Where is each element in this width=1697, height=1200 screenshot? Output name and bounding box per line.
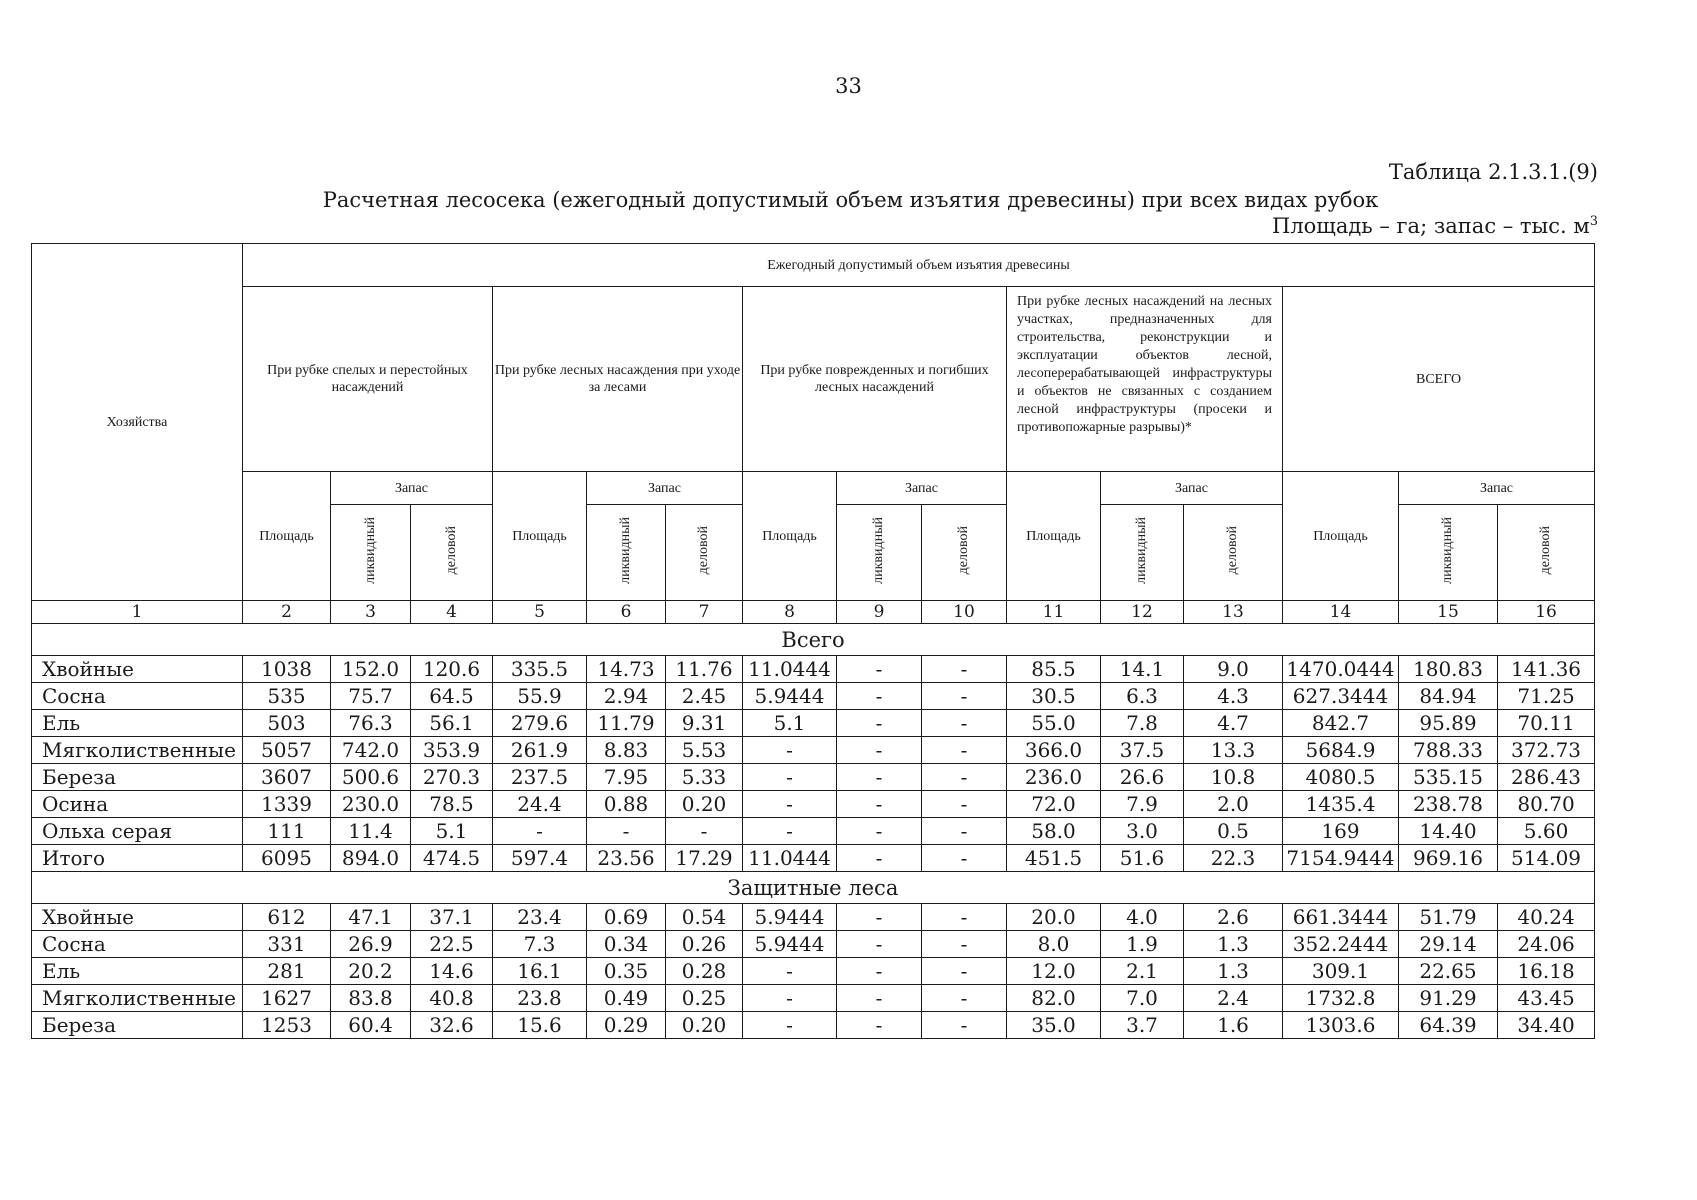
table-cell: 11.79 (587, 710, 666, 737)
row-label: Сосна (32, 683, 243, 710)
header-group-damaged: При рубке поврежденных и погибших лесных насаждений (743, 287, 1007, 472)
table-cell: 1.3 (1184, 958, 1283, 985)
header-business: деловой (1225, 526, 1240, 575)
table-cell: 894.0 (331, 845, 411, 872)
header-stock: Запас (587, 472, 743, 505)
table-cell: 0.28 (666, 958, 743, 985)
table-cell: 47.1 (331, 904, 411, 931)
table-cell: 55.9 (493, 683, 587, 710)
header-stock: Запас (1399, 472, 1595, 505)
table-cell: 17.29 (666, 845, 743, 872)
table-cell: 23.56 (587, 845, 666, 872)
header-liquid-cell (1101, 505, 1184, 601)
table-cell: 2.0 (1184, 791, 1283, 818)
table-cell: 788.33 (1399, 737, 1498, 764)
table-cell: 80.70 (1498, 791, 1595, 818)
table-cell: 2.1 (1101, 958, 1184, 985)
table-cell: 0.49 (587, 985, 666, 1012)
column-number: 7 (666, 601, 743, 624)
row-label: Береза (32, 1012, 243, 1039)
row-label: Ель (32, 958, 243, 985)
table-row (32, 818, 1595, 845)
row-label: Сосна (32, 931, 243, 958)
table-cell: 7154.9444 (1283, 845, 1399, 872)
table-cell: - (922, 931, 1007, 958)
table-cell: 5.53 (666, 737, 743, 764)
header-business-cell (1498, 505, 1595, 601)
column-number: 12 (1101, 601, 1184, 624)
table-row (32, 845, 1595, 872)
table-cell: 169 (1283, 818, 1399, 845)
header-group-mature: При рубке спелых и перестойных насаждений (243, 287, 493, 472)
table-cell: 4.0 (1101, 904, 1184, 931)
table-cell: 22.65 (1399, 958, 1498, 985)
table-cell: 11.0444 (743, 845, 837, 872)
table-cell: 70.11 (1498, 710, 1595, 737)
table-cell: - (922, 656, 1007, 683)
table-cell: 2.94 (587, 683, 666, 710)
header-business: деловой (443, 526, 459, 575)
table-cell: 6095 (243, 845, 331, 872)
table-cell: 11.0444 (743, 656, 837, 683)
table-cell: 230.0 (331, 791, 411, 818)
section-title: Всего (32, 624, 1595, 656)
table-cell: 451.5 (1007, 845, 1101, 872)
table-cell: - (493, 818, 587, 845)
table-cell: 14.40 (1399, 818, 1498, 845)
table-cell: 16.18 (1498, 958, 1595, 985)
table-cell: 353.9 (411, 737, 493, 764)
table-row (32, 710, 1595, 737)
header-business: деловой (696, 526, 711, 575)
table-cell: 1253 (243, 1012, 331, 1039)
table-row (32, 737, 1595, 764)
table-cell: 24.06 (1498, 931, 1595, 958)
table-cell: 75.7 (331, 683, 411, 710)
table-cell: 1339 (243, 791, 331, 818)
column-number: 4 (411, 601, 493, 624)
table-cell: - (743, 764, 837, 791)
table-cell: 0.34 (587, 931, 666, 958)
table-row (32, 985, 1595, 1012)
table-cell: - (837, 791, 922, 818)
header-liquid-cell (1399, 505, 1498, 601)
table-cell: 9.31 (666, 710, 743, 737)
table-cell: - (837, 904, 922, 931)
header-liquid-cell (331, 505, 411, 601)
table-cell: 20.0 (1007, 904, 1101, 931)
table-cell: 597.4 (493, 845, 587, 872)
table-cell: 0.20 (666, 1012, 743, 1039)
table-cell: 474.5 (411, 845, 493, 872)
table-cell: 7.9 (1101, 791, 1184, 818)
table-cell: 309.1 (1283, 958, 1399, 985)
table-cell: 0.5 (1184, 818, 1283, 845)
row-label: Хвойные (32, 656, 243, 683)
units-superscript: 3 (1589, 214, 1598, 229)
table-cell: 279.6 (493, 710, 587, 737)
table-cell: 2.4 (1184, 985, 1283, 1012)
row-label: Ольха серая (32, 818, 243, 845)
table-cell: 5.1 (743, 710, 837, 737)
table-cell: 8.0 (1007, 931, 1101, 958)
harvest-table (31, 243, 1595, 1039)
table-cell: 842.7 (1283, 710, 1399, 737)
row-label: Мягколиственные (32, 985, 243, 1012)
table-cell: 120.6 (411, 656, 493, 683)
column-number: 2 (243, 601, 331, 624)
table-cell: 71.25 (1498, 683, 1595, 710)
table-cell: 286.43 (1498, 764, 1595, 791)
table-cell: - (837, 764, 922, 791)
header-business: деловой (956, 526, 971, 575)
table-cell: 0.35 (587, 958, 666, 985)
table-cell: 76.3 (331, 710, 411, 737)
column-number: 9 (837, 601, 922, 624)
table-cell: - (743, 791, 837, 818)
header-business: деловой (1538, 526, 1554, 575)
table-cell: 236.0 (1007, 764, 1101, 791)
header-area: Площадь (243, 472, 331, 601)
table-row (32, 683, 1595, 710)
table-cell: 500.6 (331, 764, 411, 791)
table-cell: 1435.4 (1283, 791, 1399, 818)
table-cell: 335.5 (493, 656, 587, 683)
table-cell: 1.6 (1184, 1012, 1283, 1039)
table-cell: 661.3444 (1283, 904, 1399, 931)
table-cell: 366.0 (1007, 737, 1101, 764)
table-cell: 40.24 (1498, 904, 1595, 931)
table-cell: 1627 (243, 985, 331, 1012)
table-cell: 535 (243, 683, 331, 710)
table-cell: 64.39 (1399, 1012, 1498, 1039)
table-cell: - (837, 985, 922, 1012)
header-area: Площадь (743, 472, 837, 601)
header-liquid: ликвидный (871, 517, 886, 584)
table-cell: 13.3 (1184, 737, 1283, 764)
table-cell: 7.95 (587, 764, 666, 791)
header-liquid-cell (837, 505, 922, 601)
table-cell: 83.8 (331, 985, 411, 1012)
table-cell: 72.0 (1007, 791, 1101, 818)
table-cell: 627.3444 (1283, 683, 1399, 710)
table-cell: - (837, 683, 922, 710)
table-cell: 11.4 (331, 818, 411, 845)
table-number: Таблица 2.1.3.1.(9) (1388, 160, 1598, 184)
table-row (32, 791, 1595, 818)
table-cell: 1470.0444 (1283, 656, 1399, 683)
header-area: Площадь (493, 472, 587, 601)
table-cell: - (837, 656, 922, 683)
table-cell: - (837, 818, 922, 845)
header-liquid: ликвидный (1440, 517, 1455, 584)
table-cell: 3.0 (1101, 818, 1184, 845)
table-cell: 58.0 (1007, 818, 1101, 845)
table-cell: 82.0 (1007, 985, 1101, 1012)
column-number: 10 (922, 601, 1007, 624)
header-business-cell (1184, 505, 1283, 601)
table-cell: - (743, 737, 837, 764)
column-number: 1 (32, 601, 243, 624)
table-cell: 24.4 (493, 791, 587, 818)
table-cell: 22.5 (411, 931, 493, 958)
table-cell: 5.9444 (743, 931, 837, 958)
header-liquid: ликвидный (1134, 517, 1149, 584)
table-cell: 20.2 (331, 958, 411, 985)
table-cell: - (837, 931, 922, 958)
table-cell: 51.6 (1101, 845, 1184, 872)
table-cell: 7.8 (1101, 710, 1184, 737)
table-cell: 23.4 (493, 904, 587, 931)
table-cell: - (743, 958, 837, 985)
header-liquid: ликвидный (362, 517, 378, 584)
column-number: 14 (1283, 601, 1399, 624)
table-cell: 5684.9 (1283, 737, 1399, 764)
table-row (32, 904, 1595, 931)
table-row (32, 656, 1595, 683)
header-business-cell (922, 505, 1007, 601)
header-farms: Хозяйства (32, 244, 243, 601)
table-cell: 7.3 (493, 931, 587, 958)
header-area: Площадь (1007, 472, 1101, 601)
header-liquid: ликвидный (618, 517, 633, 584)
table-cell: 1303.6 (1283, 1012, 1399, 1039)
table-cell: 1038 (243, 656, 331, 683)
table-cell: 11.76 (666, 656, 743, 683)
table-cell: - (922, 845, 1007, 872)
table-cell: 969.16 (1399, 845, 1498, 872)
page-number: 33 (835, 74, 862, 98)
table-cell: - (922, 985, 1007, 1012)
table-cell: - (922, 958, 1007, 985)
table-cell: 0.25 (666, 985, 743, 1012)
header-area: Площадь (1283, 472, 1399, 601)
table-cell: 55.0 (1007, 710, 1101, 737)
table-cell: 152.0 (331, 656, 411, 683)
table-cell: 37.1 (411, 904, 493, 931)
table-cell: - (922, 791, 1007, 818)
table-cell: 281 (243, 958, 331, 985)
table-cell: 9.0 (1184, 656, 1283, 683)
table-cell: 85.5 (1007, 656, 1101, 683)
table-cell: 22.3 (1184, 845, 1283, 872)
table-cell: 56.1 (411, 710, 493, 737)
table-cell: - (922, 818, 1007, 845)
table-cell: 26.6 (1101, 764, 1184, 791)
table-cell: 238.78 (1399, 791, 1498, 818)
table-cell: - (837, 958, 922, 985)
table-cell: 5.60 (1498, 818, 1595, 845)
units-text: Площадь – га; запас – тыс. м (1272, 214, 1590, 238)
table-cell: 16.1 (493, 958, 587, 985)
table-cell: 43.45 (1498, 985, 1595, 1012)
table-cell: 6.3 (1101, 683, 1184, 710)
table-cell: - (922, 683, 1007, 710)
table-cell: 503 (243, 710, 331, 737)
table-cell: 78.5 (411, 791, 493, 818)
table-cell: 4.3 (1184, 683, 1283, 710)
table-cell: 1.9 (1101, 931, 1184, 958)
table-cell: 0.29 (587, 1012, 666, 1039)
table-row (32, 764, 1595, 791)
table-cell: - (922, 764, 1007, 791)
table-cell: 0.20 (666, 791, 743, 818)
table-cell: 270.3 (411, 764, 493, 791)
column-number: 16 (1498, 601, 1595, 624)
column-number: 15 (1399, 601, 1498, 624)
column-number: 13 (1184, 601, 1283, 624)
table-cell: 10.8 (1184, 764, 1283, 791)
table-cell: 95.89 (1399, 710, 1498, 737)
table-cell: 23.8 (493, 985, 587, 1012)
table-cell: - (922, 1012, 1007, 1039)
table-cell: 5.33 (666, 764, 743, 791)
table-cell: 30.5 (1007, 683, 1101, 710)
table-cell: - (922, 904, 1007, 931)
table-cell: 4080.5 (1283, 764, 1399, 791)
table-cell: 180.83 (1399, 656, 1498, 683)
table-cell: 15.6 (493, 1012, 587, 1039)
table-cell: 2.45 (666, 683, 743, 710)
row-label: Береза (32, 764, 243, 791)
table-cell: 4.7 (1184, 710, 1283, 737)
table-cell: 5.1 (411, 818, 493, 845)
header-annual: Ежегодный допустимый объем изъятия древесины (243, 244, 1595, 287)
table-cell: 5057 (243, 737, 331, 764)
table-cell: 331 (243, 931, 331, 958)
table-cell: 261.9 (493, 737, 587, 764)
table-cell: 0.26 (666, 931, 743, 958)
table-cell: 37.5 (1101, 737, 1184, 764)
table-cell: 0.88 (587, 791, 666, 818)
table-cell: 742.0 (331, 737, 411, 764)
column-number: 8 (743, 601, 837, 624)
header-stock: Запас (331, 472, 493, 505)
table-cell: 64.5 (411, 683, 493, 710)
table-cell: - (837, 845, 922, 872)
units-note (1272, 214, 1598, 238)
table-cell: - (743, 985, 837, 1012)
table-cell: - (743, 818, 837, 845)
row-label: Осина (32, 791, 243, 818)
table-cell: 3607 (243, 764, 331, 791)
table-cell: 0.54 (666, 904, 743, 931)
table-title: Расчетная лесосека (ежегодный допустимый объем изъятия древесины) при всех видах рубок (322, 188, 1379, 212)
table-cell: 1.3 (1184, 931, 1283, 958)
table-cell: 352.2444 (1283, 931, 1399, 958)
table-cell: 29.14 (1399, 931, 1498, 958)
table-cell: - (922, 737, 1007, 764)
table-cell: - (837, 710, 922, 737)
table-cell: 34.40 (1498, 1012, 1595, 1039)
column-number: 6 (587, 601, 666, 624)
table-cell: - (837, 737, 922, 764)
table-cell: 26.9 (331, 931, 411, 958)
table-cell: - (837, 1012, 922, 1039)
table-cell: 1732.8 (1283, 985, 1399, 1012)
header-group-care: При рубке лесных насаждения при уходе за лесами (493, 287, 743, 472)
table-cell: - (666, 818, 743, 845)
table-cell: 514.09 (1498, 845, 1595, 872)
table-row (32, 931, 1595, 958)
header-liquid-cell (587, 505, 666, 601)
table-cell: 612 (243, 904, 331, 931)
table-cell: 32.6 (411, 1012, 493, 1039)
table-cell: 84.94 (1399, 683, 1498, 710)
header-group-infrastructure: При рубке лесных насаждений на лесных участках, предназначенных для строительства, реконструкции и эксплуатации объектов лесной, лесоперерабатывающей инфраструктуры и объектов не связанных с созданием лесной инфраструктуры (просеки и противопожарные разрывы)* (1007, 287, 1283, 472)
table-cell: 141.36 (1498, 656, 1595, 683)
table-row (32, 1012, 1595, 1039)
row-label: Хвойные (32, 904, 243, 931)
table-cell: 3.7 (1101, 1012, 1184, 1039)
table-cell: 8.83 (587, 737, 666, 764)
table-cell: 14.6 (411, 958, 493, 985)
table-cell: 372.73 (1498, 737, 1595, 764)
header-stock: Запас (1101, 472, 1283, 505)
column-number: 5 (493, 601, 587, 624)
table-cell: 35.0 (1007, 1012, 1101, 1039)
table-cell: 7.0 (1101, 985, 1184, 1012)
table-cell: - (587, 818, 666, 845)
table-cell: 91.29 (1399, 985, 1498, 1012)
table-cell: - (922, 710, 1007, 737)
table-cell: 12.0 (1007, 958, 1101, 985)
column-number: 11 (1007, 601, 1101, 624)
header-business-cell (666, 505, 743, 601)
header-group-total: ВСЕГО (1283, 287, 1595, 472)
table-cell: 5.9444 (743, 904, 837, 931)
table-row (32, 958, 1595, 985)
table-cell: 5.9444 (743, 683, 837, 710)
column-number: 3 (331, 601, 411, 624)
table-cell: 14.1 (1101, 656, 1184, 683)
table-cell: 111 (243, 818, 331, 845)
row-label: Ель (32, 710, 243, 737)
table-cell: 535.15 (1399, 764, 1498, 791)
table-cell: 60.4 (331, 1012, 411, 1039)
table-cell: 51.79 (1399, 904, 1498, 931)
section-title: Защитные леса (32, 872, 1595, 904)
table-cell: 2.6 (1184, 904, 1283, 931)
table-cell: 237.5 (493, 764, 587, 791)
header-business-cell (411, 505, 493, 601)
table-cell: 40.8 (411, 985, 493, 1012)
header-stock: Запас (837, 472, 1007, 505)
row-label: Мягколиственные (32, 737, 243, 764)
table-cell: 14.73 (587, 656, 666, 683)
table-cell: - (743, 1012, 837, 1039)
row-label: Итого (32, 845, 243, 872)
table-cell: 0.69 (587, 904, 666, 931)
